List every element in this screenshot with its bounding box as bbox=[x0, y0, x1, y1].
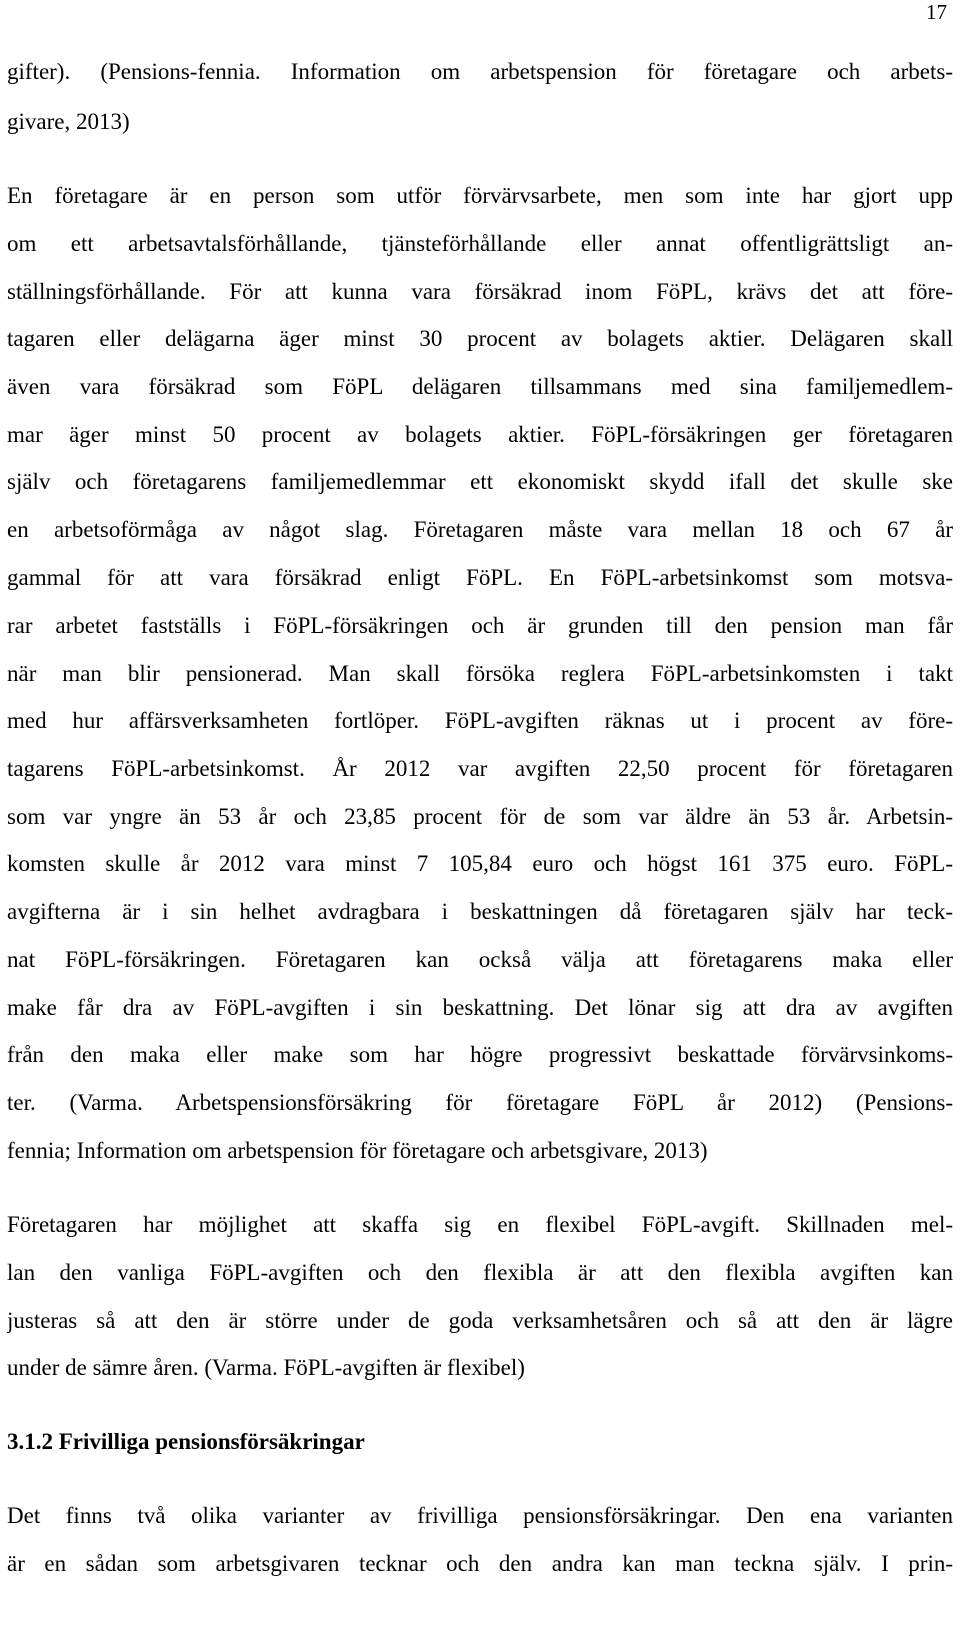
text-line: make får dra av FöPL-avgiften i sin beskattning. Det lönar sig att dra av avgiften bbox=[7, 995, 953, 1020]
text-line: fennia; Information om arbetspension för företagare och arbetsgivare, 2013) bbox=[7, 1138, 708, 1163]
text-line: Företagaren har möjlighet att skaffa sig en flexibel FöPL-avgift. Skillnaden mel- bbox=[7, 1212, 953, 1237]
text-line: justeras så att den är större under de goda verksamhetsåren och så att den är lägre bbox=[7, 1308, 953, 1333]
text-line: även vara försäkrad som FöPL delägaren tillsammans med sina familjemedlem- bbox=[7, 374, 953, 399]
text-line: när man blir pensionerad. Man skall försöka reglera FöPL-arbetsinkomsten i takt bbox=[7, 661, 953, 686]
text-line: är en sådan som arbetsgivaren tecknar och den andra kan man teckna själv. I prin- bbox=[7, 1551, 953, 1576]
text-line: givare, 2013) bbox=[7, 109, 130, 134]
text-line: själv och företagarens familjemedlemmar ett ekonomiskt skydd ifall det skulle ske bbox=[7, 469, 953, 494]
text-line: En företagare är en person som utför förvärvsarbete, men som inte har gjort upp bbox=[7, 183, 953, 208]
text-line: ställningsförhållande. För att kunna vara försäkrad inom FöPL, krävs det att före- bbox=[7, 279, 953, 304]
text-line: tagaren eller delägarna äger minst 30 procent av bolagets aktier. Delägaren skall bbox=[7, 326, 953, 351]
text-line: komsten skulle år 2012 vara minst 7 105,84 euro och högst 161 375 euro. FöPL- bbox=[7, 851, 953, 876]
text-line: gammal för att vara försäkrad enligt FöPL. En FöPL-arbetsinkomst som motsva- bbox=[7, 565, 953, 590]
text-line: avgifterna är i sin helhet avdragbara i beskattningen då företagaren själv har teck- bbox=[7, 899, 953, 924]
page-number: 17 bbox=[926, 0, 947, 24]
text-line: mar äger minst 50 procent av bolagets aktier. FöPL-försäkringen ger företagaren bbox=[7, 422, 953, 447]
text-line: ter. (Varma. Arbetspensionsförsäkring för företagare FöPL år 2012) (Pensions- bbox=[7, 1090, 953, 1115]
text-line: nat FöPL-försäkringen. Företagaren kan också välja att företagarens maka eller bbox=[7, 947, 953, 972]
text-line: som var yngre än 53 år och 23,85 procent för de som var äldre än 53 år. Arbetsin- bbox=[7, 804, 953, 829]
text-line: om ett arbetsavtalsförhållande, tjänsteförhållande eller annat offentligrättsligt an- bbox=[7, 231, 953, 256]
text-line: rar arbetet fastställs i FöPL-försäkringen och är grunden till den pension man får bbox=[7, 613, 953, 638]
text-line: tagarens FöPL-arbetsinkomst. År 2012 var avgiften 22,50 procent för företagaren bbox=[7, 756, 953, 781]
text-line: en arbetsoförmåga av något slag. Företagaren måste vara mellan 18 och 67 år bbox=[7, 517, 953, 542]
text-line: under de sämre åren. (Varma. FöPL-avgiften är flexibel) bbox=[7, 1355, 525, 1380]
text-line: med hur affärsverksamheten fortlöper. FöPL-avgiften räknas ut i procent av före- bbox=[7, 708, 953, 733]
text-line: från den maka eller make som har högre progressivt beskattade förvärvsinkoms- bbox=[7, 1042, 953, 1067]
text-line: gifter). (Pensions-fennia. Information om arbetspension för företagare och arbets- bbox=[7, 59, 953, 84]
text-line: lan den vanliga FöPL-avgiften och den flexibla är att den flexibla avgiften kan bbox=[7, 1260, 953, 1285]
section-heading: 3.1.2 Frivilliga pensionsförsäkringar bbox=[7, 1429, 365, 1454]
text-line: Det finns två olika varianter av frivilliga pensionsförsäkringar. Den ena varianten bbox=[7, 1503, 953, 1528]
